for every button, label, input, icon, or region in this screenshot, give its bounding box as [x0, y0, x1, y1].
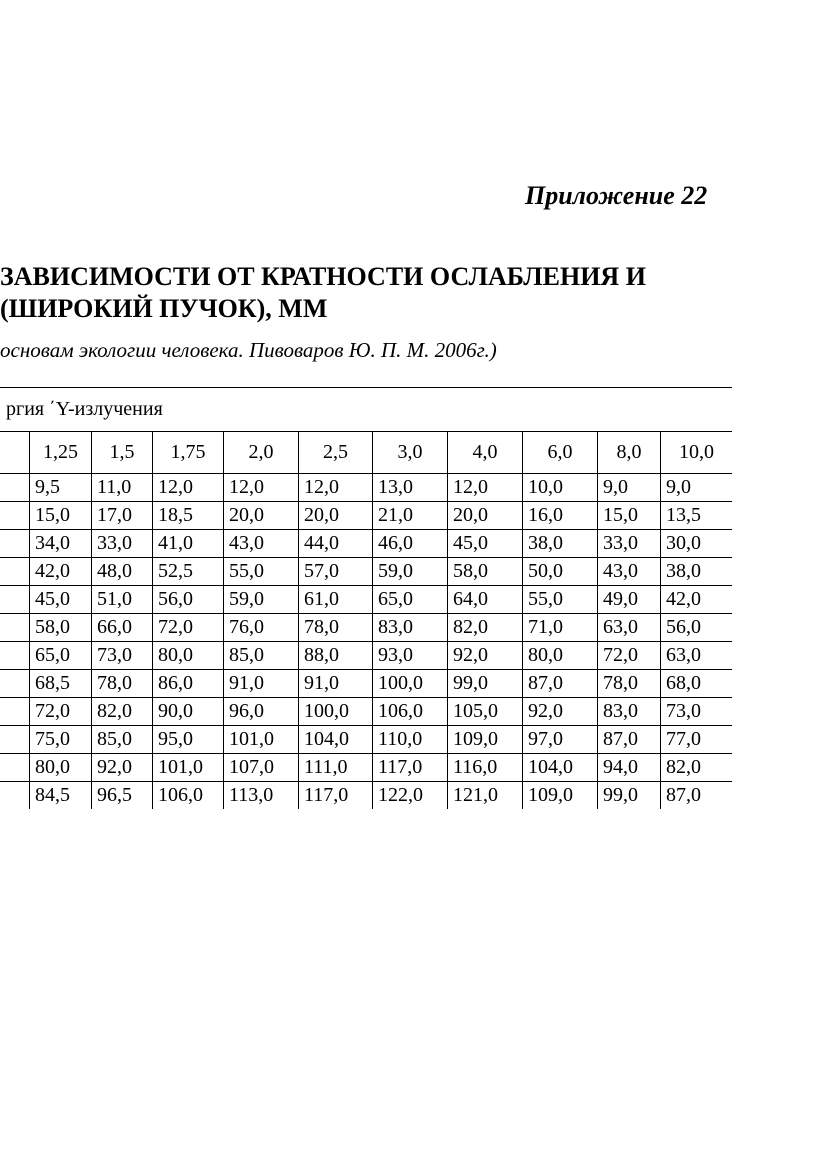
table-cell: 51,0	[92, 586, 153, 614]
table-cell: 12,0	[153, 474, 224, 502]
table-cell: 78,0	[92, 670, 153, 698]
table-cell: 56,0	[153, 586, 224, 614]
table-cell: 116,0	[448, 754, 523, 782]
table-cell: 52,5	[153, 558, 224, 586]
table-cell: 100,0	[373, 670, 448, 698]
energy-header-cell	[0, 432, 30, 474]
table-cell: 44,0	[299, 530, 373, 558]
table-cell: 59,0	[224, 586, 299, 614]
table-row	[0, 474, 732, 502]
table-cell: 73,0	[92, 642, 153, 670]
table-cell: 68,0	[661, 670, 733, 698]
table-cell: 55,0	[224, 558, 299, 586]
table-cell: 87,0	[523, 670, 598, 698]
table-cell: 107,0	[224, 754, 299, 782]
table-cell: 90,0	[153, 698, 224, 726]
table-cell: 10,0	[523, 474, 598, 502]
table-cell: 87,0	[598, 726, 661, 754]
table-cell: 20,0	[224, 502, 299, 530]
table-cell: 71,0	[523, 614, 598, 642]
table-cell: 18,5	[153, 502, 224, 530]
table-cell	[0, 642, 30, 670]
table-cell: 87,0	[661, 782, 733, 810]
table-cell: 117,0	[299, 782, 373, 810]
table-cell: 57,0	[299, 558, 373, 586]
table-cell	[0, 698, 30, 726]
table-cell	[0, 614, 30, 642]
table-cell: 16,0	[523, 502, 598, 530]
table-cell: 80,0	[153, 642, 224, 670]
table-cell: 38,0	[523, 530, 598, 558]
table-cell: 104,0	[299, 726, 373, 754]
table-cell: 106,0	[373, 698, 448, 726]
table-body	[0, 388, 732, 810]
table-cell: 66,0	[92, 614, 153, 642]
energy-header-cell: 2,5	[299, 432, 373, 474]
table-row	[0, 698, 732, 726]
table-cell: 92,0	[92, 754, 153, 782]
table-cell: 59,0	[373, 558, 448, 586]
table-cell: 85,0	[224, 642, 299, 670]
table-cell: 33,0	[92, 530, 153, 558]
table-cell: 92,0	[448, 642, 523, 670]
table-cell	[0, 530, 30, 558]
table-cell: 82,0	[448, 614, 523, 642]
document-title-line-2: (ШИРОКИЙ ПУЧОК), ММ	[0, 294, 328, 323]
table-cell: 12,0	[448, 474, 523, 502]
table-cell: 12,0	[299, 474, 373, 502]
table-cell: 92,0	[523, 698, 598, 726]
table-cell: 72,0	[30, 698, 92, 726]
table-cell: 78,0	[598, 670, 661, 698]
table-cell: 109,0	[448, 726, 523, 754]
table-cell: 48,0	[92, 558, 153, 586]
table-cell: 95,0	[153, 726, 224, 754]
table-cell: 83,0	[373, 614, 448, 642]
table-cell	[0, 670, 30, 698]
table-cell: 117,0	[373, 754, 448, 782]
table-cell	[0, 586, 30, 614]
table-cell: 42,0	[30, 558, 92, 586]
table-cell: 104,0	[523, 754, 598, 782]
table-row	[0, 642, 732, 670]
appendix-label: Приложение 22	[525, 181, 708, 210]
table-cell: 33,0	[598, 530, 661, 558]
table-row	[0, 586, 732, 614]
table-cell: 68,5	[30, 670, 92, 698]
table-cell: 11,0	[92, 474, 153, 502]
table-cell: 46,0	[373, 530, 448, 558]
table-cell	[0, 558, 30, 586]
table-row	[0, 754, 732, 782]
table-row	[0, 558, 732, 586]
table-cell: 85,0	[92, 726, 153, 754]
table-cell: 76,0	[224, 614, 299, 642]
table-cell: 96,0	[224, 698, 299, 726]
table-cell	[0, 726, 30, 754]
table-cell: 111,0	[299, 754, 373, 782]
table-cell: 56,0	[661, 614, 733, 642]
table-cell: 105,0	[448, 698, 523, 726]
energy-header-cell: 1,5	[92, 432, 153, 474]
table-cell: 93,0	[373, 642, 448, 670]
table-cell: 65,0	[30, 642, 92, 670]
energy-header-cell: 1,75	[153, 432, 224, 474]
energy-header-cell	[0, 388, 732, 432]
table-cell: 42,0	[661, 586, 733, 614]
table-cell: 99,0	[448, 670, 523, 698]
table-cell: 65,0	[373, 586, 448, 614]
table-cell: 83,0	[598, 698, 661, 726]
energy-values-row	[0, 432, 732, 474]
table-cell: 45,0	[30, 586, 92, 614]
table-cell: 15,0	[30, 502, 92, 530]
table-cell: 101,0	[153, 754, 224, 782]
table-cell: 45,0	[448, 530, 523, 558]
table-cell: 84,5	[30, 782, 92, 810]
table-cell: 106,0	[153, 782, 224, 810]
table-row	[0, 502, 732, 530]
table-row	[0, 614, 732, 642]
table-cell: 88,0	[299, 642, 373, 670]
table-cell: 15,0	[598, 502, 661, 530]
table-cell: 9,5	[30, 474, 92, 502]
energy-header-cell: 8,0	[598, 432, 661, 474]
table-cell: 20,0	[448, 502, 523, 530]
table-cell: 13,0	[373, 474, 448, 502]
table-cell: 63,0	[598, 614, 661, 642]
table-cell: 58,0	[30, 614, 92, 642]
energy-header-label: ргия ΄Y-излучения	[6, 398, 163, 420]
table-cell: 55,0	[523, 586, 598, 614]
table-cell: 96,5	[92, 782, 153, 810]
table-cell: 80,0	[523, 642, 598, 670]
table-cell: 78,0	[299, 614, 373, 642]
table-cell: 20,0	[299, 502, 373, 530]
table-cell: 122,0	[373, 782, 448, 810]
table-cell: 38,0	[661, 558, 733, 586]
table-cell: 80,0	[30, 754, 92, 782]
table-cell: 30,0	[661, 530, 733, 558]
table-row	[0, 726, 732, 754]
energy-header-row	[0, 388, 732, 432]
table-cell: 50,0	[523, 558, 598, 586]
energy-header-cell: 4,0	[448, 432, 523, 474]
table-cell: 100,0	[299, 698, 373, 726]
table-cell: 72,0	[598, 642, 661, 670]
table-cell: 17,0	[92, 502, 153, 530]
table-cell: 113,0	[224, 782, 299, 810]
table-cell: 75,0	[30, 726, 92, 754]
energy-header-cell: 3,0	[373, 432, 448, 474]
table-cell: 58,0	[448, 558, 523, 586]
table-viewport	[0, 387, 732, 809]
table-row	[0, 670, 732, 698]
table-cell: 43,0	[598, 558, 661, 586]
table-cell: 34,0	[30, 530, 92, 558]
table-cell	[0, 502, 30, 530]
table-cell: 63,0	[661, 642, 733, 670]
source-note: основам экологии человека. Пивоваров Ю. П. М. 2006г.)	[0, 338, 497, 362]
document-title-line-1: ЗАВИСИМОСТИ ОТ КРАТНОСТИ ОСЛАБЛЕНИЯ И	[0, 262, 646, 291]
energy-header-cell: 10,0	[661, 432, 733, 474]
table-cell: 97,0	[523, 726, 598, 754]
table-cell: 64,0	[448, 586, 523, 614]
table-cell: 72,0	[153, 614, 224, 642]
table-cell: 43,0	[224, 530, 299, 558]
table-cell	[0, 782, 30, 810]
table-cell: 82,0	[661, 754, 733, 782]
table-row	[0, 530, 732, 558]
energy-header-cell: 1,25	[30, 432, 92, 474]
table-cell: 91,0	[299, 670, 373, 698]
table-cell: 77,0	[661, 726, 733, 754]
table-cell: 61,0	[299, 586, 373, 614]
table-cell	[0, 474, 30, 502]
energy-header-cell: 2,0	[224, 432, 299, 474]
table-cell: 12,0	[224, 474, 299, 502]
table-cell: 41,0	[153, 530, 224, 558]
table-cell: 94,0	[598, 754, 661, 782]
table-cell: 99,0	[598, 782, 661, 810]
table-cell: 86,0	[153, 670, 224, 698]
table-cell: 101,0	[224, 726, 299, 754]
table-cell: 73,0	[661, 698, 733, 726]
energy-header-cell: 6,0	[523, 432, 598, 474]
table-cell: 82,0	[92, 698, 153, 726]
table-row	[0, 782, 732, 810]
table-cell: 13,5	[661, 502, 733, 530]
table-cell: 49,0	[598, 586, 661, 614]
shielding-thickness-table	[0, 387, 732, 809]
table-cell: 121,0	[448, 782, 523, 810]
table-cell: 110,0	[373, 726, 448, 754]
table-cell: 21,0	[373, 502, 448, 530]
table-cell	[0, 754, 30, 782]
table-cell: 109,0	[523, 782, 598, 810]
table-cell: 91,0	[224, 670, 299, 698]
table-cell: 9,0	[598, 474, 661, 502]
table-cell: 9,0	[661, 474, 733, 502]
